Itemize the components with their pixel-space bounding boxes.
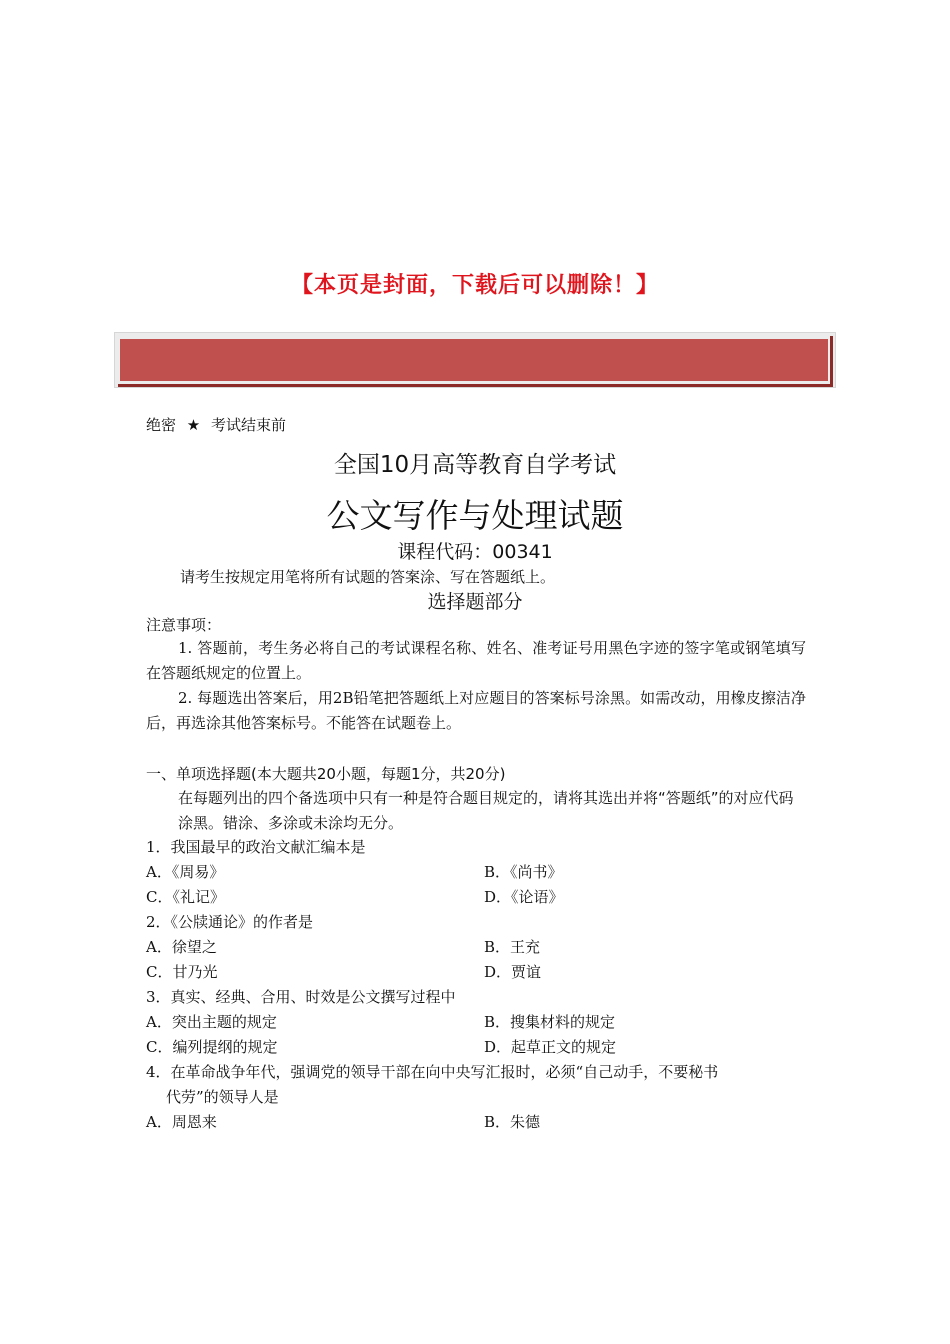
notice-item-2: 2. 每题选出答案后，用2B铅笔把答题纸上对应题目的答案标号涂黑。如需改动，用橡皮擦洁净后，再选涂其他答案标号。不能答在试题卷上。 bbox=[146, 689, 806, 732]
exam-title: 全国10月高等教育自学考试 bbox=[333, 452, 617, 478]
confidential-label: 绝密 ★ 考试结束前 bbox=[146, 416, 286, 434]
question-3-option-c: C．编列提纲的规定 bbox=[146, 1038, 278, 1056]
question-3-stem: 3．真实、经典、合用、时效是公文撰写过程中 bbox=[146, 988, 456, 1006]
notice-label: 注意事项： bbox=[146, 616, 222, 634]
course-code: 课程代码：00341 bbox=[397, 541, 553, 563]
red-banner bbox=[120, 339, 828, 381]
question-4-option-b: B．朱德 bbox=[484, 1113, 541, 1131]
banner-bottom-edge bbox=[118, 384, 833, 387]
question-1-stem: 1．我国最早的政治文献汇编本是 bbox=[146, 838, 366, 856]
question-4-stem-line-2: 代劳”的领导人是 bbox=[166, 1088, 279, 1106]
instruction-text: 请考生按规定用笔将所有试题的答案涂、写在答题纸上。 bbox=[180, 568, 556, 586]
notice-item-1: 1. 答题前，考生务必将自己的考试课程名称、姓名、准考证号用黑色字迹的签字笔或钢笔填写在答题纸规定的位置上。 bbox=[146, 639, 806, 682]
question-3-option-a: A．突出主题的规定 bbox=[146, 1013, 277, 1031]
question-2-option-c: C．甘乃光 bbox=[146, 963, 218, 981]
question-1-option-b: B．《尚书》 bbox=[484, 863, 563, 881]
question-4-stem-line-1: 4．在革命战争年代，强调党的领导干部在向中央写汇报时，必须“自己动手，不要秘书 bbox=[146, 1063, 719, 1081]
section-one-note: 在每题列出的四个备选项中只有一种是符合题目规定的，请将其选出并将“答题纸”的对应代码涂黑。错涂、多涂或未涂均无分。 bbox=[178, 789, 794, 832]
section-heading: 选择题部分 bbox=[427, 591, 523, 613]
question-4-option-a: A．周恩来 bbox=[146, 1113, 217, 1131]
question-2-stem: 2．《公牍通论》的作者是 bbox=[146, 913, 314, 931]
banner-edge bbox=[830, 336, 833, 386]
question-3-option-d: D．起草正文的规定 bbox=[484, 1038, 617, 1056]
section-one-title: 一、单项选择题(本大题共20小题，每题1分，共20分) bbox=[146, 765, 506, 783]
question-2-option-b: B．王充 bbox=[484, 938, 541, 956]
question-1-option-c: C．《礼记》 bbox=[146, 888, 225, 906]
question-2-option-a: A．徐望之 bbox=[146, 938, 217, 956]
paper-title: 公文写作与处理试题 bbox=[326, 496, 624, 535]
question-1-option-d: D．《论语》 bbox=[484, 888, 564, 906]
cover-note: 【本页是封面，下载后可以删除！】 bbox=[290, 273, 659, 298]
question-3-option-b: B．搜集材料的规定 bbox=[484, 1013, 616, 1031]
question-1-option-a: A．《周易》 bbox=[146, 863, 225, 881]
question-4-stem bbox=[146, 1060, 808, 1110]
question-2-option-d: D．贾谊 bbox=[484, 963, 542, 981]
